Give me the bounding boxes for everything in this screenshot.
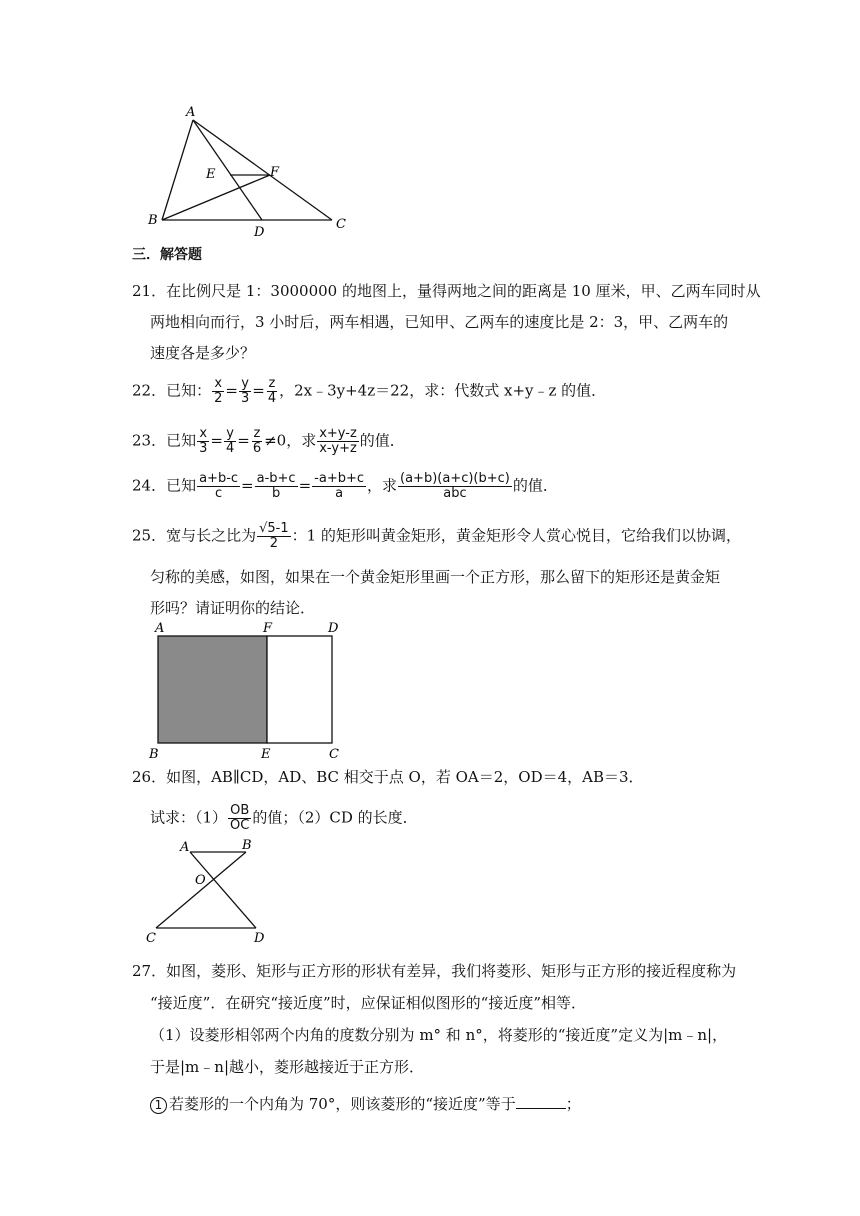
q23-frac-z: $\frac{z}{6}$	[252, 426, 262, 456]
q24-prefix: 24．已知	[132, 476, 197, 495]
q26-line1: 26．如图，AB∥CD，AD、BC 相交于点 O，若 OA＝2，OD＝4，AB＝3．	[132, 768, 644, 786]
q26-suffix: 的值；（2）CD 的长度．	[252, 808, 418, 827]
q24-frac-1: $\frac{a+b-c}{c}$	[199, 471, 239, 501]
q24-frac-expr: $\frac{(a+b)(a+c)(b+c)}{\text{abc}}$	[400, 471, 510, 501]
q24-suffix: 的值．	[512, 476, 558, 495]
q23-line: 23．已知 $\frac{x}{3}$ = $\frac{y}{4}$ = $\frac{z}{6}$ ≠0，求 $\frac{x+y-z}{x-y+z}$ 的值．	[132, 426, 405, 456]
q22-frac-x: $\frac{x}{2}$	[214, 376, 223, 406]
q24-line: 24．已知 $\frac{a+b-c}{c}$ = $\frac{a-b+c}{b}$ = $\frac{-a+b+c}{a}$ ，求 $\frac{(a+b)(a+c)(b+c)}{\text{abc}}$ 的值．	[132, 471, 558, 501]
q25-prefix: 25．宽与长之比为	[132, 526, 257, 545]
answer-blank[interactable]	[516, 1092, 566, 1109]
q22-line: 22．已知： $\frac{x}{2}$ = $\frac{y}{3}$ = $\frac{z}{4}$ ，2x﹣3y+4z＝22，求：代数式 x+y﹣z 的值．	[132, 376, 607, 406]
q25-line3: 形吗？请证明你的结论．	[150, 599, 316, 617]
label-F: F	[270, 165, 280, 180]
label-E: E	[206, 167, 216, 182]
triangle-figure	[140, 100, 360, 240]
label-A: A	[186, 105, 196, 120]
q23-frac-expr: $\frac{x+y-z}{x-y+z}$	[319, 426, 357, 456]
parallel-lines-figure	[142, 836, 272, 948]
label-C: C	[329, 747, 339, 762]
q23-suffix: 的值．	[359, 431, 405, 450]
label-A: A	[180, 840, 190, 855]
q25-line1	[132, 522, 741, 551]
label-D: D	[254, 931, 265, 946]
section-title: 三．解答题	[132, 247, 202, 263]
q23-frac-x: $\frac{x}{3}$	[199, 426, 208, 456]
q21-line3: 速度各是多少？	[150, 344, 256, 362]
label-D: D	[328, 621, 339, 636]
label-B: B	[148, 213, 158, 228]
q22-frac-z: $\frac{z}{4}$	[267, 376, 277, 406]
q27-line5	[150, 1092, 581, 1115]
label-A: A	[155, 621, 165, 636]
label-B: B	[242, 838, 252, 853]
q24-frac-3: $\frac{-a+b+c}{a}$	[314, 471, 364, 501]
label-F: F	[263, 621, 273, 636]
q23-frac-y: $\frac{y}{4}$	[225, 426, 235, 456]
q22-equation: ，2x﹣3y+4z＝22，求：代数式 x+y﹣z 的值．	[279, 381, 607, 400]
q26-prefix: 试求：（1）	[150, 808, 228, 827]
label-C: C	[336, 217, 346, 232]
q23-prefix: 23．已知	[132, 431, 197, 450]
q27-line3: （1）设菱形相邻两个内角的度数分别为 m° 和 n°，将菱形的“接近度”定义为|m﹣n|，	[150, 1026, 728, 1044]
circled-number-1: 1	[150, 1097, 167, 1114]
label-O: O	[195, 873, 206, 888]
q25-line2: 匀称的美感，如图，如果在一个黄金矩形里画一个正方形，那么留下的矩形还是黄金矩	[150, 568, 721, 586]
q26-frac-ratio: $\frac{OB}{OC}$	[230, 803, 250, 833]
q24-frac-2: $\frac{a-b+c}{b}$	[256, 471, 296, 501]
q27-line4: 于是|m﹣n|越小，菱形越接近于正方形．	[150, 1058, 424, 1076]
q27-item1-text: 若菱形的一个内角为 70°，则该菱形的“接近度”等于	[169, 1095, 516, 1113]
q23-neq: ≠0，求	[264, 431, 317, 450]
q22-prefix: 22．已知：	[132, 381, 212, 400]
q27-line2: “接近度”．在研究“接近度”时，应保证相似图形的“接近度”相等．	[150, 994, 587, 1012]
golden-rectangle-figure	[145, 620, 355, 762]
q21-line1: 21．在比例尺是 1：3000000 的地图上，量得两地之间的距离是 10 厘米，甲、乙两车同时从	[132, 282, 761, 300]
q25-frac-golden: $\frac{√5-1}{2}$	[259, 521, 289, 551]
q24-mid: ，求	[367, 476, 398, 495]
label-E: E	[261, 747, 271, 762]
q21-line2: 两地相向而行，3 小时后，两车相遇，已知甲、乙两车的速度比是 2：3，甲、乙两车的	[150, 313, 729, 331]
label-D: D	[254, 225, 265, 240]
q22-frac-y: $\frac{y}{3}$	[240, 376, 250, 406]
q27-item1-end: ；	[565, 1095, 581, 1113]
label-B: B	[149, 747, 159, 762]
q26-line2	[150, 804, 418, 833]
q25-suffix: ：1 的矩形叫黄金矩形，黄金矩形令人赏心悦目，它给我们以协调，	[291, 526, 741, 545]
q27-line1: 27．如图，菱形、矩形与正方形的形状有差异，我们将菱形、矩形与正方形的接近程度称为	[132, 962, 737, 980]
label-C: C	[146, 931, 156, 946]
